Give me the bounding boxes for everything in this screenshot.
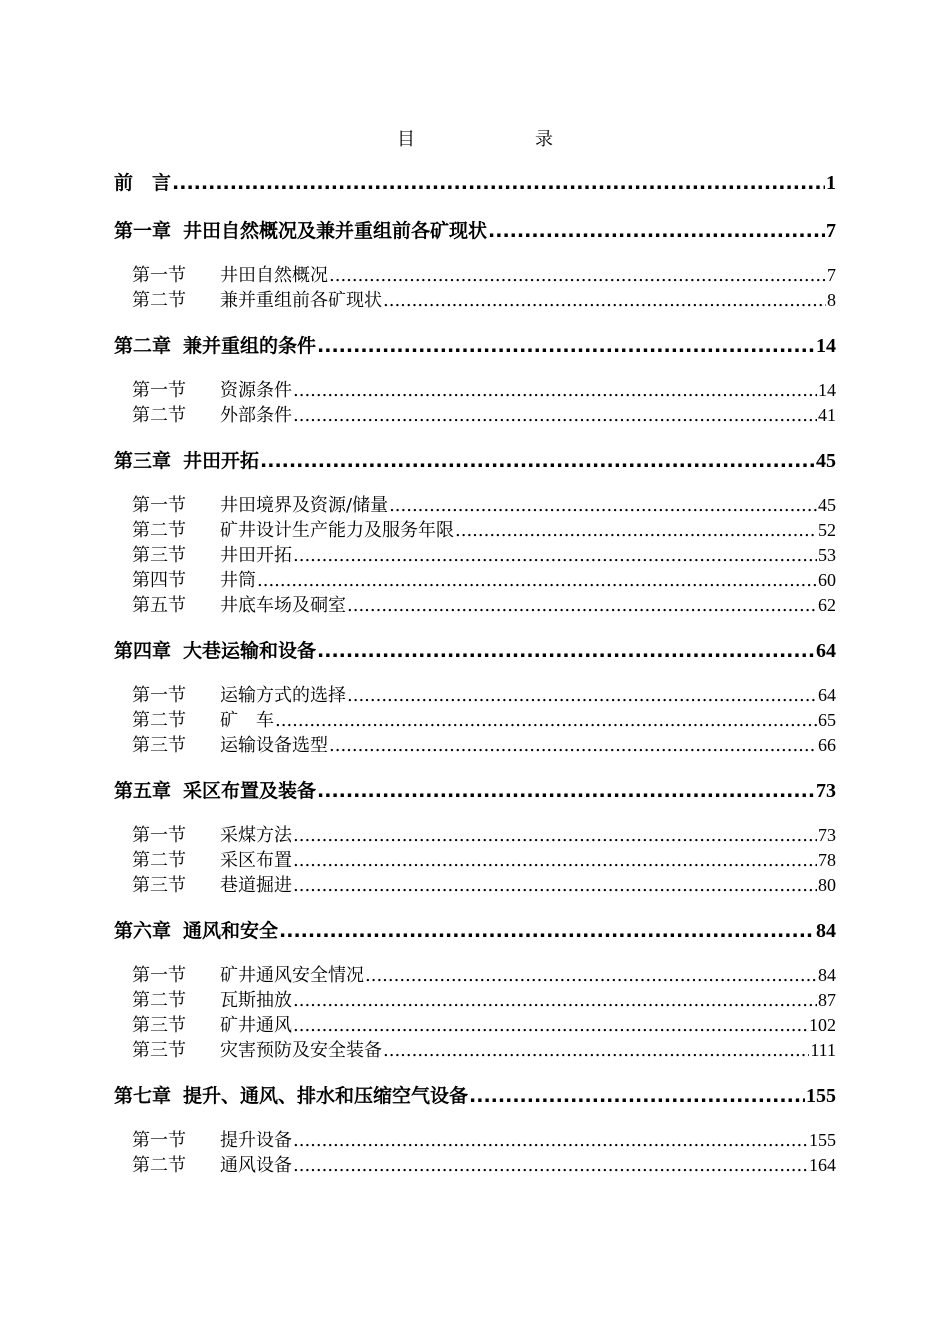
toc-section[interactable]: [114, 823, 836, 848]
chapter-number: 第二章: [114, 335, 172, 357]
chapter-number: 第一章: [114, 220, 172, 242]
toc-chapter[interactable]: [114, 1081, 836, 1111]
section-title: 巷道掘进: [220, 875, 292, 896]
section-number: 第五节: [132, 595, 186, 616]
section-number: 第一节: [132, 685, 186, 706]
page-number: 102: [809, 1015, 836, 1035]
page-number: 60: [818, 570, 836, 590]
page-number: 7: [826, 220, 836, 242]
spacer: [114, 666, 836, 683]
toc-section[interactable]: [114, 988, 836, 1013]
toc-chapter[interactable]: [114, 916, 836, 946]
toc-section[interactable]: [114, 518, 836, 543]
page-number: 155: [806, 1085, 836, 1107]
section-number: 第一节: [132, 380, 186, 401]
chapter-title: 提升、通风、排水和压缩空气设备: [183, 1085, 469, 1107]
chapter-title: 井田自然概况及兼并重组前各矿现状: [183, 220, 488, 242]
toc-preface[interactable]: [114, 168, 836, 198]
leader-dots: [275, 708, 817, 733]
page-number: 7: [827, 265, 836, 285]
leader-dots: [317, 331, 815, 361]
table-of-contents: [114, 168, 836, 1178]
section-number: 第三节: [132, 735, 186, 756]
spacer: [114, 476, 836, 493]
leader-dots: [488, 216, 825, 246]
section-title: 井田自然概况: [220, 265, 328, 286]
section-title: 矿 车: [220, 710, 274, 731]
spacer: [114, 618, 836, 636]
leader-dots: [172, 168, 825, 198]
toc-section[interactable]: [114, 263, 836, 288]
page-number: 73: [816, 780, 836, 802]
section-title: 矿井通风: [220, 1015, 292, 1036]
section-title: 通风设备: [220, 1155, 292, 1176]
page-number: 64: [818, 685, 836, 705]
leader-dots: [383, 1038, 809, 1063]
page-number: 53: [818, 545, 836, 565]
toc-chapter[interactable]: [114, 331, 836, 361]
toc-chapter[interactable]: [114, 776, 836, 806]
toc-chapter[interactable]: [114, 216, 836, 246]
chapter-number: 第三章: [114, 450, 172, 472]
leader-dots: [293, 848, 817, 873]
section-title: 采区布置: [220, 850, 292, 871]
spacer: [114, 361, 836, 378]
chapter-title: 兼并重组的条件: [183, 335, 317, 357]
section-title: 提升设备: [220, 1130, 292, 1151]
section-number: 第一节: [132, 495, 186, 516]
spacer: [114, 246, 836, 263]
leader-dots: [317, 776, 815, 806]
chapter-number: 第六章: [114, 920, 172, 942]
section-number: 第一节: [132, 1130, 186, 1151]
page-number: 64: [816, 640, 836, 662]
spacer: [114, 898, 836, 916]
leader-dots: [260, 446, 815, 476]
page-number: 8: [827, 290, 836, 310]
spacer: [114, 946, 836, 963]
section-title: 运输设备选型: [220, 735, 328, 756]
spacer: [114, 428, 836, 446]
section-number: 第二节: [132, 405, 186, 426]
page-number: 73: [818, 825, 836, 845]
spacer: [114, 198, 836, 216]
leader-dots: [293, 1153, 808, 1178]
leader-dots: [317, 636, 815, 666]
toc-section[interactable]: [114, 403, 836, 428]
leader-dots: [347, 683, 817, 708]
leader-dots: [365, 963, 817, 988]
leader-dots: [293, 543, 817, 568]
section-title: 资源条件: [220, 380, 292, 401]
page-number: 45: [818, 495, 836, 515]
page-number: 84: [816, 920, 836, 942]
chapter-title: 大巷运输和设备: [183, 640, 317, 662]
page-number: 78: [818, 850, 836, 870]
page-number: 80: [818, 875, 836, 895]
toc-section[interactable]: [114, 1128, 836, 1153]
page-number: 14: [816, 335, 836, 357]
page-number: 155: [809, 1130, 836, 1150]
leader-dots: [469, 1081, 805, 1111]
toc-section[interactable]: [114, 733, 836, 758]
leader-dots: [389, 493, 817, 518]
page-number: 87: [818, 990, 836, 1010]
preface-label: 前 言: [114, 172, 172, 194]
page-number: 62: [818, 595, 836, 615]
section-number: 第三节: [132, 1040, 186, 1061]
section-title: 兼并重组前各矿现状: [220, 290, 382, 311]
leader-dots: [329, 263, 826, 288]
chapter-title: 采区布置及装备: [183, 780, 317, 802]
spacer: [114, 758, 836, 776]
spacer: [114, 1063, 836, 1081]
page-number: 164: [809, 1155, 836, 1175]
leader-dots: [347, 593, 817, 618]
page-number: 1: [826, 172, 836, 194]
toc-section[interactable]: [114, 1153, 836, 1178]
toc-section[interactable]: [114, 1038, 836, 1063]
leader-dots: [293, 403, 817, 428]
section-number: 第一节: [132, 825, 186, 846]
section-title: 采煤方法: [220, 825, 292, 846]
section-number: 第三节: [132, 1015, 186, 1036]
section-title: 灾害预防及安全装备: [220, 1040, 382, 1061]
toc-chapter[interactable]: [114, 446, 836, 476]
toc-section[interactable]: [114, 378, 836, 403]
toc-section[interactable]: [114, 873, 836, 898]
section-number: 第二节: [132, 290, 186, 311]
leader-dots: [455, 518, 817, 543]
toc-section[interactable]: [114, 288, 836, 313]
section-title: 瓦斯抽放: [220, 990, 292, 1011]
chapter-title: 井田开拓: [183, 450, 260, 472]
leader-dots: [293, 1013, 808, 1038]
page-number: 14: [818, 380, 836, 400]
section-number: 第二节: [132, 850, 186, 871]
toc-section[interactable]: [114, 963, 836, 988]
leader-dots: [293, 378, 817, 403]
section-title: 矿井通风安全情况: [220, 965, 364, 986]
page-number: 45: [816, 450, 836, 472]
page-number: 66: [818, 735, 836, 755]
leader-dots: [293, 988, 817, 1013]
section-title: 井筒: [220, 570, 256, 591]
leader-dots: [279, 916, 815, 946]
leader-dots: [329, 733, 817, 758]
chapter-number: 第五章: [114, 780, 172, 802]
leader-dots: [293, 873, 817, 898]
toc-section[interactable]: [114, 848, 836, 873]
section-title: 井田境界及资源/储量: [220, 495, 389, 516]
toc-section[interactable]: [114, 543, 836, 568]
spacer: [114, 1111, 836, 1128]
section-number: 第二节: [132, 1155, 186, 1176]
section-number: 第三节: [132, 545, 186, 566]
page-number: 65: [818, 710, 836, 730]
page-number: 41: [818, 405, 836, 425]
section-title: 井田开拓: [220, 545, 292, 566]
leader-dots: [383, 288, 826, 313]
page-number: 111: [810, 1040, 836, 1060]
toc-section[interactable]: [114, 708, 836, 733]
section-number: 第四节: [132, 570, 186, 591]
toc-section[interactable]: [114, 1013, 836, 1038]
section-number: 第一节: [132, 965, 186, 986]
page-number: 84: [818, 965, 836, 985]
section-title: 外部条件: [220, 405, 292, 426]
section-number: 第二节: [132, 520, 186, 541]
section-title: 井底车场及硐室: [220, 595, 346, 616]
section-number: 第一节: [132, 265, 186, 286]
leader-dots: [257, 568, 817, 593]
toc-section[interactable]: [114, 568, 836, 593]
page-title: 目 录: [397, 129, 581, 150]
section-number: 第三节: [132, 875, 186, 896]
leader-dots: [293, 823, 817, 848]
toc-chapter[interactable]: [114, 636, 836, 666]
toc-section[interactable]: [114, 683, 836, 708]
spacer: [114, 313, 836, 331]
spacer: [114, 806, 836, 823]
toc-section[interactable]: [114, 493, 836, 518]
chapter-number: 第七章: [114, 1085, 172, 1107]
section-number: 第二节: [132, 710, 186, 731]
chapter-number: 第四章: [114, 640, 172, 662]
page-number: 52: [818, 520, 836, 540]
leader-dots: [293, 1128, 808, 1153]
section-number: 第二节: [132, 990, 186, 1011]
toc-section[interactable]: [114, 593, 836, 618]
section-title: 运输方式的选择: [220, 685, 346, 706]
section-title: 矿井设计生产能力及服务年限: [220, 520, 454, 541]
chapter-title: 通风和安全: [183, 920, 279, 942]
